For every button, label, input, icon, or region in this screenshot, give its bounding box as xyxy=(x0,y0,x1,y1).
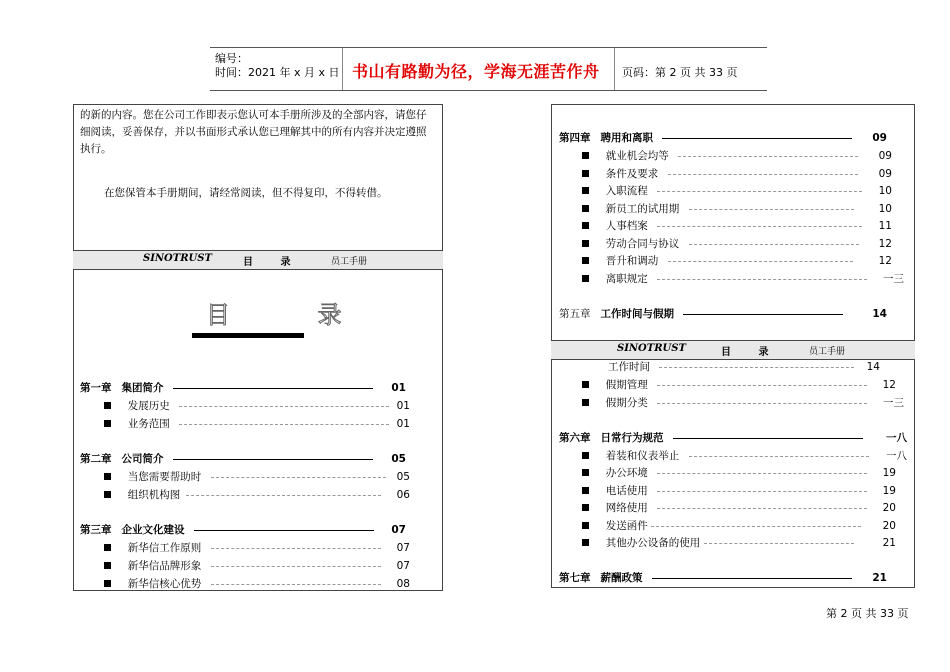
bullet-icon xyxy=(104,544,111,551)
header-page: 页码：第 2 页 共 33 页 xyxy=(622,66,738,79)
bullet-icon xyxy=(582,187,589,194)
toc-item[interactable]: 离职规定 一三 xyxy=(582,271,904,288)
toc-item[interactable]: 工作时间 14 xyxy=(608,361,880,373)
bullet-icon xyxy=(582,469,589,476)
toc-item[interactable]: 人事档案 11 xyxy=(582,218,892,235)
toc-item[interactable]: 发展历史 01 xyxy=(104,398,410,415)
brand-name: SINOTRUST xyxy=(143,253,212,264)
toc-item[interactable]: 入职流程 10 xyxy=(582,183,892,200)
bullet-icon xyxy=(582,240,589,247)
toc-item[interactable]: 条件及要求 09 xyxy=(582,166,892,183)
bullet-icon xyxy=(582,275,589,282)
header-divider xyxy=(342,48,343,90)
bullet-icon xyxy=(582,522,589,529)
header-number: 编号： xyxy=(215,52,248,65)
bar-title: 目 录 xyxy=(243,257,303,268)
brand-name: SINOTRUST xyxy=(617,343,686,354)
left-panel xyxy=(73,104,443,591)
right-panel xyxy=(551,104,915,588)
toc-item[interactable]: 劳动合同与协议 12 xyxy=(582,236,892,253)
toc-item[interactable]: 就业机会均等 09 xyxy=(582,148,892,165)
bullet-icon xyxy=(582,399,589,406)
bullet-icon xyxy=(582,487,589,494)
toc-big-title: 目 录 xyxy=(206,301,382,329)
toc-chapter[interactable]: 第四章 聘用和离职 09 xyxy=(559,132,887,144)
toc-item[interactable]: 网络使用 20 xyxy=(582,500,896,517)
bullet-icon xyxy=(104,402,111,409)
toc-header-bar xyxy=(73,250,443,270)
header-time: 时间：2021 年 x 月 x 日 xyxy=(215,66,340,79)
bullet-icon xyxy=(104,491,111,498)
bar-subtitle: 员工手册 xyxy=(809,347,846,357)
bullet-icon xyxy=(104,473,111,480)
bar-subtitle: 员工手册 xyxy=(331,257,368,267)
header-top-rule xyxy=(210,47,767,48)
toc-chapter[interactable]: 第二章 公司简介 05 xyxy=(80,453,406,465)
toc-chapter[interactable]: 第一章 集团简介 01 xyxy=(80,382,406,394)
intro-paragraph: 的新的内容。您在公司工作即表示您认可本手册所涉及的全部内容，请您仔细阅读，妥善保存，并以书面形式承认您已理解其中的所有内容并决定遵照执行。 xyxy=(80,109,427,155)
bullet-icon xyxy=(582,257,589,264)
toc-item[interactable]: 办公环境 19 xyxy=(582,465,896,482)
bullet-icon xyxy=(104,580,111,587)
toc-item[interactable]: 新员工的试用期 10 xyxy=(582,201,892,218)
bullet-icon xyxy=(104,562,111,569)
toc-item[interactable]: 假期管理 12 xyxy=(582,377,896,394)
toc-item[interactable]: 业务范围 01 xyxy=(104,416,410,433)
toc-chapter[interactable]: 第七章 薪酬政策 21 xyxy=(559,572,887,584)
toc-item[interactable]: 新华信品牌形象 07 xyxy=(104,558,410,575)
toc-item[interactable]: 晋升和调动 12 xyxy=(582,253,892,270)
footer-page-number: 第 2 页 共 33 页 xyxy=(826,607,909,620)
toc-item[interactable]: 当您需要帮助时 05 xyxy=(104,469,410,486)
header-divider xyxy=(614,48,615,90)
toc-item[interactable]: 新华信工作原则 07 xyxy=(104,540,410,557)
bullet-icon xyxy=(582,504,589,511)
toc-item[interactable]: 假期分类 一三 xyxy=(582,395,904,412)
header-bottom-rule xyxy=(210,90,767,91)
bullet-icon xyxy=(582,152,589,159)
toc-item[interactable]: 电话使用 19 xyxy=(582,483,896,500)
bullet-icon xyxy=(582,205,589,212)
intro-paragraph: 在您保管本手册期间，请经常阅读，但不得复印，不得转借。 xyxy=(104,187,388,199)
bullet-icon xyxy=(582,452,589,459)
bullet-icon xyxy=(582,381,589,388)
bullet-icon xyxy=(104,420,111,427)
toc-header-bar xyxy=(551,340,915,360)
bullet-icon xyxy=(582,222,589,229)
toc-chapter[interactable]: 第五章 工作时间与假期 14 xyxy=(559,308,887,320)
toc-chapter[interactable]: 第三章 企业文化建设 07 xyxy=(80,524,406,536)
toc-item[interactable]: 新华信核心优势 08 xyxy=(104,576,410,593)
toc-chapter[interactable]: 第六章 日常行为规范 一八 xyxy=(559,432,907,444)
bullet-icon xyxy=(582,539,589,546)
toc-item[interactable]: 组织机构图 06 xyxy=(104,487,410,504)
bullet-icon xyxy=(582,170,589,177)
toc-item[interactable]: 其他办公设备的使用 21 xyxy=(582,535,896,552)
toc-title-underline xyxy=(192,333,304,338)
bar-title: 目 录 xyxy=(721,347,781,358)
toc-item[interactable]: 着装和仪表举止 一八 xyxy=(582,448,907,465)
header-slogan: 书山有路勤为径，学海无涯苦作舟 xyxy=(352,62,600,81)
toc-item[interactable]: 发送函件 20 xyxy=(582,518,896,535)
